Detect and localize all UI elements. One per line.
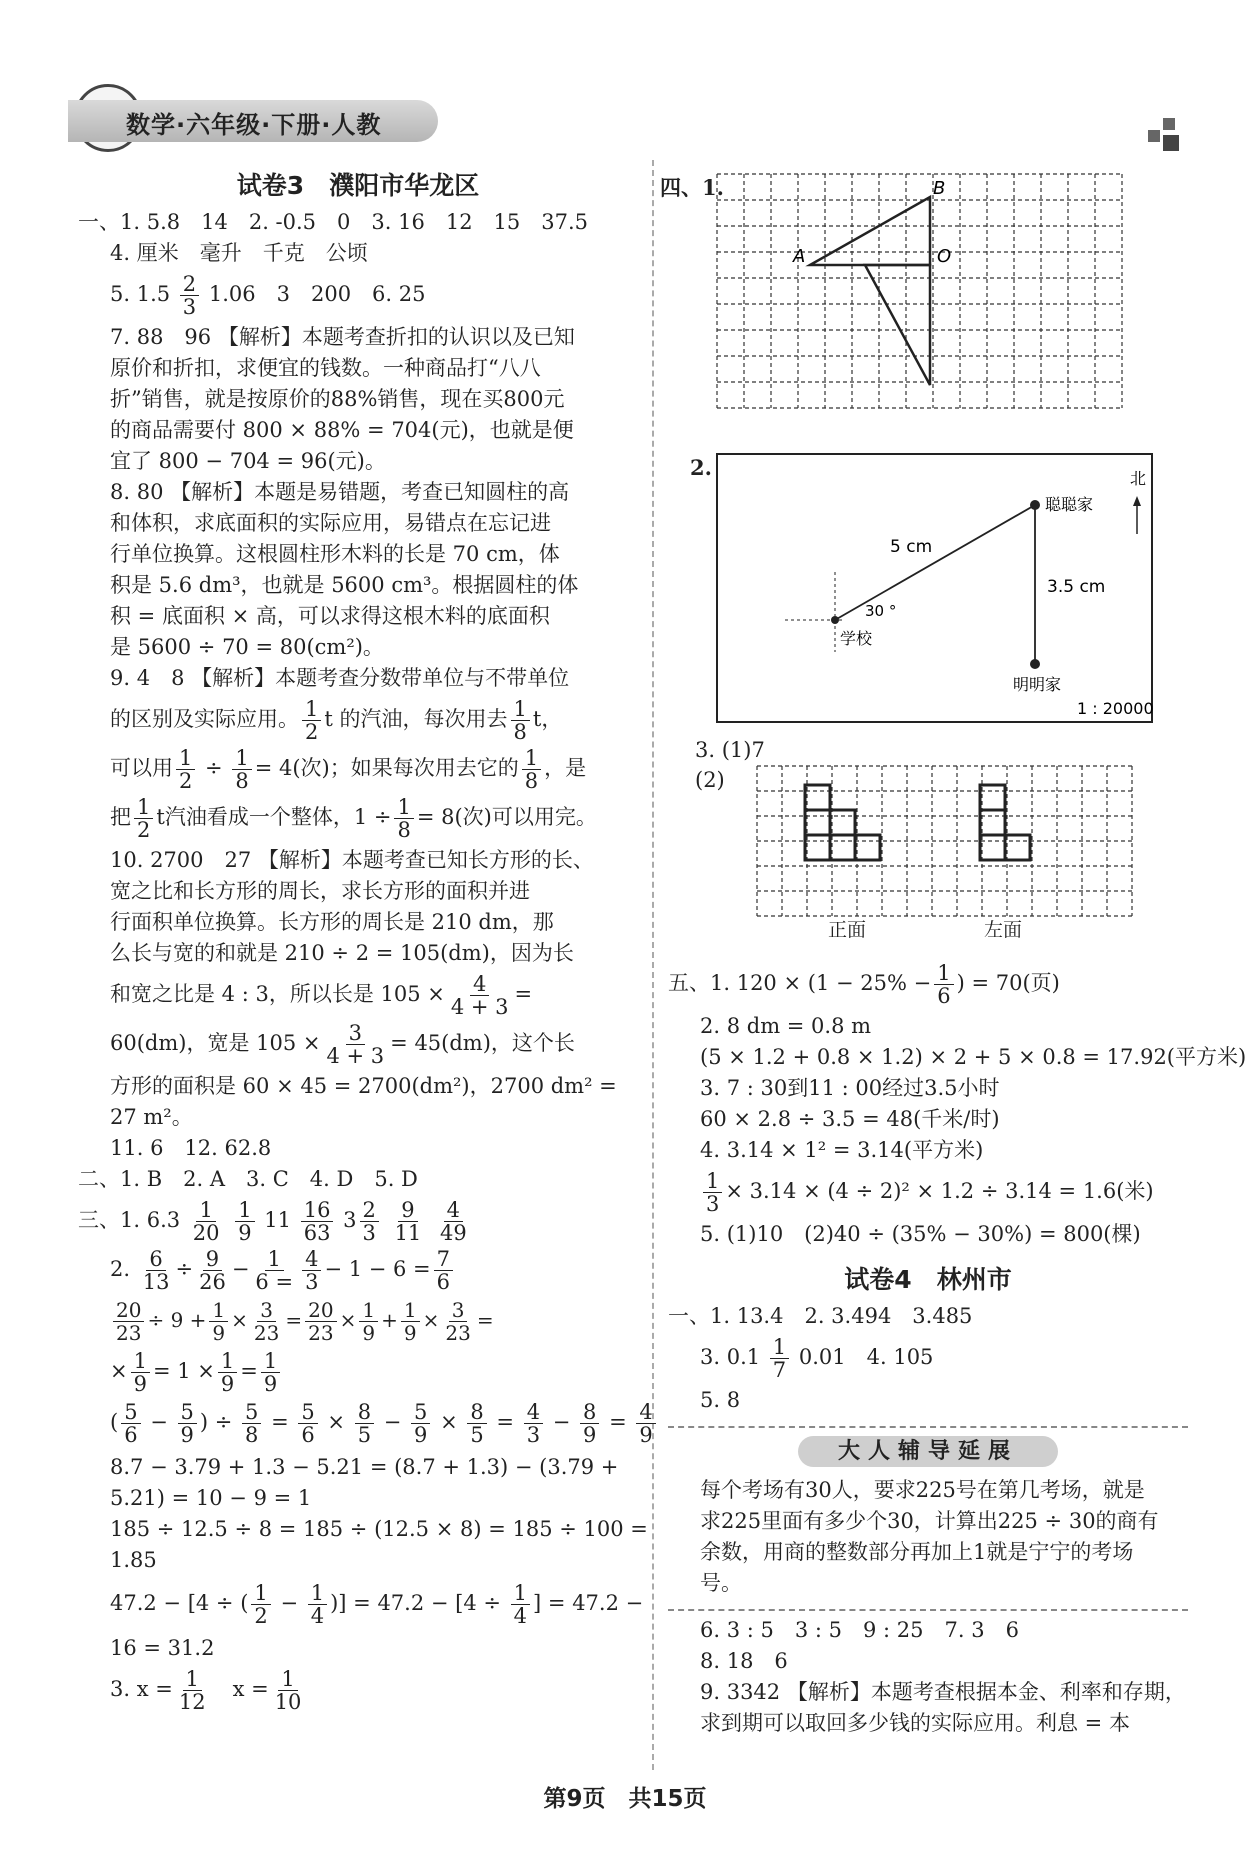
text: ×: [231, 1308, 248, 1332]
text: = 47.2 −: [547, 1591, 644, 1615]
num: 4: [470, 973, 489, 996]
fraction: [176, 747, 195, 792]
den: 5: [357, 1423, 372, 1447]
num: 9: [203, 1248, 222, 1271]
fraction: [636, 1401, 655, 1446]
text: t汽油看成一个整体，1 ÷: [156, 805, 392, 829]
text: 1 − 25% −: [815, 971, 932, 995]
calc-line: [78, 1299, 638, 1344]
answer-9-line: [78, 796, 638, 841]
answer-10-line: 10. 2700 27 【解析】本题考查已知长方形的长、: [110, 848, 594, 872]
cong-dot: [1030, 500, 1040, 510]
fraction: [703, 1170, 722, 1215]
page-footer: 第9页 共15页: [543, 1786, 707, 1812]
num: 5: [178, 1401, 197, 1424]
text: 2.: [110, 1257, 131, 1281]
answer-line: 6. 3 : 5 3 : 5 9 : 25 7. 3 6: [700, 1618, 1019, 1642]
fraction: [251, 1582, 270, 1627]
text: x =: [232, 1677, 269, 1701]
text: ，是: [544, 756, 587, 780]
text: − 1 − 6 =: [324, 1257, 431, 1281]
num: 2: [180, 273, 199, 296]
num: 1: [209, 1299, 228, 1322]
den: 9: [238, 1221, 252, 1245]
den: 9: [362, 1321, 376, 1345]
scale-label: 1 : 20000: [1077, 699, 1154, 718]
text: = 70(页): [971, 971, 1060, 995]
text: ÷ 9 +: [147, 1308, 207, 1332]
answer-line: [668, 1336, 1188, 1381]
fraction: [302, 698, 321, 743]
word-problem-4: [668, 1170, 1188, 1215]
den: 49: [439, 1221, 467, 1245]
header-title: 数学·六年级·下册·人教: [126, 111, 382, 139]
den: 8: [524, 769, 539, 793]
calc-line: 8.7 − 3.79 + 1.3 − 5.21 = (8.7 + 1.3) − (3.79 +: [110, 1455, 619, 1479]
school-label: 学校: [840, 629, 873, 648]
num: 8: [467, 1401, 486, 1424]
fraction: [934, 962, 953, 1007]
column-divider: [652, 160, 654, 1770]
num: 1: [261, 1350, 280, 1373]
text: = 4(次)；如果每次用去它的: [254, 756, 519, 780]
fraction: [522, 747, 541, 792]
num: 5: [121, 1401, 140, 1424]
den: 6 =: [255, 1270, 294, 1294]
text: +: [381, 1308, 398, 1332]
num: 16: [301, 1199, 334, 1222]
den: 8: [397, 818, 411, 842]
num: 8: [580, 1401, 599, 1424]
text: = 8(次)可以用完。: [416, 805, 597, 829]
word-problem-3: 60 × 2.8 ÷ 3.5 = 48(千米/时): [700, 1107, 1000, 1131]
fraction: [251, 1299, 282, 1344]
text: × 3.14 × (4 ÷ 2)² × 1.2 ÷ 3.14 = 1.6(米): [725, 1179, 1154, 1203]
num: 3: [449, 1299, 468, 1322]
extension-box: [668, 1426, 1188, 1611]
den: 2: [179, 769, 193, 793]
den: 6: [436, 1270, 451, 1294]
den: 2: [137, 818, 151, 842]
den: 26: [199, 1270, 226, 1294]
num: 20: [113, 1299, 144, 1322]
fraction: [308, 1582, 327, 1627]
num: 5: [411, 1401, 430, 1424]
num: 1: [232, 747, 251, 770]
den: 2: [305, 720, 319, 744]
corner-square: [1148, 130, 1160, 142]
fraction: [140, 1248, 173, 1293]
label-b: B: [933, 178, 946, 199]
text: 可以用: [110, 756, 173, 780]
fraction: [305, 1299, 336, 1344]
corner-square: [1163, 135, 1179, 151]
answer-8-line: 积 = 底面积 × 高，可以求得这根木料的底面积: [110, 604, 550, 628]
fraction: [392, 1199, 425, 1244]
fraction: [448, 973, 512, 1018]
den: 8: [513, 720, 527, 744]
answer-10-line: 么长与宽的和就是 210 ÷ 2 = 105(dm)，因为长: [110, 941, 574, 965]
text: 60(dm)，宽是 105 ×: [110, 1031, 321, 1055]
calc-line: [78, 1350, 638, 1395]
label-o: O: [937, 246, 952, 267]
den: 6: [937, 984, 951, 1008]
num: 1: [934, 962, 953, 985]
header-bar: [68, 100, 438, 142]
left-column: [78, 160, 653, 1717]
num: 3: [346, 1022, 365, 1045]
q4-2-label: 2.: [690, 455, 712, 480]
den: 3: [526, 1423, 541, 1447]
den: 3: [706, 1192, 720, 1216]
fraction: [301, 1199, 334, 1244]
num: 1: [218, 1350, 237, 1373]
label-a: A: [793, 246, 806, 267]
text: 三、1. 6.3: [78, 1208, 181, 1232]
den: 23: [116, 1321, 142, 1345]
fraction: [190, 1199, 223, 1244]
answer-line: 一、1. 5.8 14 2. -0.5 0 3. 16 12 15 37.5: [78, 210, 589, 234]
num: 1: [278, 1668, 297, 1691]
text: t，: [532, 707, 563, 731]
den: 23: [445, 1321, 471, 1345]
den: 10: [274, 1690, 302, 1714]
den: 12: [178, 1690, 206, 1714]
num: 9: [398, 1199, 417, 1222]
section-3-line: [78, 1199, 638, 1244]
left-view: [980, 785, 1030, 860]
calc-line: [78, 1248, 638, 1293]
calc-line: 185 ÷ 12.5 ÷ 8 = 185 ÷ (12.5 × 8) = 185 ÷ 100 =: [110, 1517, 648, 1541]
num: 1: [308, 1582, 327, 1605]
den: 3: [362, 1221, 376, 1245]
fraction: [242, 1401, 261, 1446]
extension-line: 求225里面有多少个30，计算出225 ÷ 30的商有: [700, 1509, 1159, 1533]
text: 3. 0.1: [700, 1345, 761, 1369]
fraction: [176, 1668, 209, 1713]
num: 1: [176, 747, 195, 770]
den: 23: [253, 1321, 280, 1345]
q4-1-label: 四、1.: [660, 175, 724, 200]
fraction: [261, 1350, 280, 1395]
answer-8-line: 8. 80 【解析】本题是易错题，考查已知圆柱的高: [110, 480, 570, 504]
den: 5: [470, 1423, 484, 1447]
answer-line: 8. 18 6: [700, 1649, 788, 1673]
den: 9: [180, 1423, 194, 1447]
num: 2: [360, 1199, 379, 1222]
num: 4: [636, 1401, 655, 1424]
fraction: [272, 1668, 305, 1713]
num: 1: [251, 1582, 270, 1605]
fraction: [113, 1299, 144, 1344]
text: t 的汽油，每次用去: [324, 707, 508, 731]
word-problem-5: 5. (1)10 (2)40 ÷ (35% − 30%) = 800(棵): [700, 1222, 1141, 1246]
fraction: [770, 1336, 789, 1381]
num: 1: [359, 1299, 378, 1322]
den: 8: [245, 1423, 259, 1447]
paper3-title: 试卷3 濮阳市华龙区: [236, 171, 480, 200]
text: 和宽之比是 4 : 3，所以长是 105 ×: [110, 982, 445, 1006]
num: 6: [146, 1248, 165, 1271]
den: 23: [308, 1321, 334, 1345]
answer-line: 5. 8: [700, 1388, 741, 1412]
text: ÷: [175, 1257, 194, 1281]
fraction: [196, 1248, 229, 1293]
text: =: [476, 1308, 494, 1332]
text: =: [240, 1359, 258, 1383]
fraction: [511, 1582, 530, 1627]
fraction: [235, 1199, 254, 1244]
paper4-title: 试卷4 林州市: [844, 1265, 1012, 1294]
num: 1: [183, 1668, 202, 1691]
fraction: [442, 1299, 473, 1344]
text: 3: [343, 1208, 357, 1232]
den: 20: [192, 1221, 220, 1245]
angle-label: 30 °: [865, 602, 897, 620]
answer-9-line: 可以用 $\frac{1}{2}$ ÷ $\frac{1}{8}$ = 4(次)；如果每次用去它的 $\frac{1}{8}$ ，是: [110, 746, 587, 793]
fraction: [580, 1401, 599, 1446]
den: 4: [513, 1604, 528, 1628]
answer-8-line: 行单位换算。这根圆柱形木料的长是 70 cm，体: [110, 542, 560, 566]
num: 1: [770, 1336, 789, 1359]
den: 2: [254, 1604, 268, 1628]
den: 6: [124, 1423, 138, 1447]
ming-dot: [1030, 659, 1040, 669]
answer-7-line: 7. 88 96 【解析】本题考查折扣的认识以及已知: [110, 325, 575, 349]
den: 9: [639, 1423, 653, 1447]
triangle-grid: [715, 170, 1145, 420]
fraction: [437, 1199, 470, 1244]
answer-10-line: [78, 973, 638, 1018]
ming-label: 明明家: [1013, 675, 1062, 694]
answer-7-line: 折”销售，就是按原价的88%销售，现在买800元: [110, 387, 565, 411]
fraction: [359, 1299, 378, 1344]
text: ×: [422, 1308, 440, 1332]
answer-9-line: 9. 4 8 【解析】本题考查分数带单位与不带单位: [110, 666, 570, 690]
num: 1: [196, 1199, 215, 1222]
den: 6: [301, 1423, 315, 1447]
extension-title: 大人辅导延展: [798, 1436, 1058, 1467]
den: 3: [305, 1270, 319, 1294]
den: 13: [142, 1270, 170, 1294]
answer-9-line: [78, 698, 638, 743]
fraction: [134, 796, 153, 841]
num: 5: [298, 1401, 317, 1424]
front-view: [805, 785, 880, 860]
fraction: [467, 1401, 486, 1446]
extension-line: 号。: [700, 1571, 742, 1595]
den: 7: [772, 1358, 787, 1382]
num: 1: [511, 698, 530, 721]
triangle-abo: [810, 197, 930, 265]
text: =: [514, 982, 533, 1006]
text: 3. x =: [110, 1677, 173, 1701]
den: 9: [220, 1372, 235, 1396]
num: 4: [524, 1401, 543, 1424]
fraction: [401, 1299, 420, 1344]
num: 4: [444, 1199, 463, 1222]
fraction: [411, 1401, 430, 1446]
answer-10-line: 方形的面积是 60 × 45 = 2700(dm²)，2700 dm² =: [110, 1074, 617, 1098]
num: 1: [511, 1582, 530, 1605]
num: 1: [394, 796, 413, 819]
word-problem-2: 2. 8 dm = 0.8 m: [700, 1014, 872, 1038]
fraction: [178, 1401, 197, 1446]
answer-7-line: 宜了 800 − 704 = 96(元)。: [110, 449, 386, 473]
text: 五、1. 120 ×: [668, 971, 802, 995]
word-problem-3: 3. 7 : 30到11 : 00经过3.5小时: [700, 1076, 1000, 1100]
fraction: [252, 1248, 296, 1293]
calc-line: 1.85: [110, 1548, 157, 1572]
section-2-line: 二、1. B 2. A 3. C 4. D 5. D: [78, 1167, 418, 1191]
school-dot: [831, 616, 839, 624]
text: ×: [339, 1308, 357, 1332]
word-problem-2: (5 × 1.2 + 0.8 × 1.2) × 2 + 5 × 0.8 = 17.92(平方米): [700, 1045, 1247, 1069]
text: = 47.2 −: [353, 1591, 449, 1615]
distance-3-5cm: 3.5 cm: [1047, 577, 1106, 597]
answer-line: 9. 3342 【解析】本题考查根据本金、利率和存期，: [700, 1680, 1186, 1704]
extension-line: 每个考场有30人，要求225号在第几考场，就是: [700, 1478, 1145, 1502]
answer-line: 4. 厘米 毫升 千克 公顷: [110, 241, 368, 265]
num: 1: [401, 1299, 420, 1322]
answer-line: 一、1. 13.4 2. 3.494 3.485: [668, 1304, 973, 1328]
den: 4 + 3: [450, 995, 509, 1019]
answer-7-line: 原价和折扣，求便宜的钱数。一种商品打“八八: [110, 356, 541, 380]
num: 8: [355, 1401, 374, 1424]
triangle-rotated: [865, 265, 930, 385]
den: 4: [310, 1604, 325, 1628]
answer-line: 求到期可以取回多少钱的实际应用。利息 = 本: [700, 1711, 1130, 1735]
fraction: [180, 273, 199, 318]
views-grid: [755, 763, 1135, 943]
fraction: [302, 1248, 321, 1293]
text: = 1 ×: [152, 1359, 215, 1383]
text: 的区别及实际应用。: [110, 707, 299, 731]
num: 1: [265, 1248, 284, 1271]
north-label: 北: [1130, 469, 1147, 488]
front-label: 正面: [828, 919, 867, 941]
answer-10-line: 27 m²。: [110, 1105, 193, 1129]
fraction: [524, 1401, 543, 1446]
num: 3: [257, 1299, 276, 1322]
calc-line: 5.21) = 10 − 9 = 1: [110, 1486, 312, 1510]
den: 9: [133, 1372, 147, 1396]
calc-line: ( $\frac{5}{6}$ − $\frac{5}{9}$ ) ÷ $\frac{5}{8}$ = $\frac{5}{6}$ × $\frac{8}{5}$ − $\frac{5}{9}$ × $\frac{8}{5}$ = $\frac{4}{3}$ − $\frac{8}{9}$ = $\frac{4}{9}$: [78, 1401, 638, 1446]
answer-8-line: 是 5600 ÷ 70 = 80(cm²)。: [110, 635, 384, 659]
extension-line: 余数，用商的整数部分再加上1就是宁宁的考场: [700, 1540, 1134, 1564]
fraction: [121, 1401, 140, 1446]
fraction: [209, 1299, 228, 1344]
den: 3: [182, 295, 197, 319]
den: 9: [212, 1321, 226, 1345]
fraction: [298, 1401, 317, 1446]
text: ×: [110, 1359, 128, 1383]
num: 1: [134, 796, 153, 819]
fraction: [511, 698, 530, 743]
den: 9: [414, 1423, 428, 1447]
left-label: 左面: [984, 919, 1023, 941]
den: 9: [403, 1321, 417, 1345]
word-problem-1: 五、1. 120 × (1 − 25% − $\frac{1}{6}$ ) = 70(页): [668, 961, 1060, 1008]
fraction: [355, 1401, 374, 1446]
fraction: [324, 1022, 388, 1067]
den: 63: [303, 1221, 331, 1245]
text: 把: [110, 805, 131, 829]
map-diagram: [715, 452, 1155, 727]
answer-8-line: 积是 5.6 dm³，也就是 5600 cm³。根据圆柱的体: [110, 573, 579, 597]
num: 1: [131, 1350, 150, 1373]
word-problem-4: 4. 3.14 × 1² = 3.14(平方米): [700, 1138, 984, 1162]
num: 1: [235, 1199, 254, 1222]
calc-line: 47.2 − [4 ÷ ( $\frac{1}{2}$ − $\frac{1}{4}$ )] = 47.2 − [4 ÷ $\frac{1}{4}$ ] = 47.2 −: [110, 1581, 644, 1628]
fraction: [232, 747, 251, 792]
den: 9: [263, 1372, 278, 1396]
num: 20: [305, 1299, 336, 1322]
q3-2: (2): [695, 768, 725, 792]
answer-10-line: 行面积单位换算。长方形的周长是 210 dm，那: [110, 910, 554, 934]
num: 1: [302, 698, 321, 721]
fraction: [360, 1199, 379, 1244]
fraction: [218, 1350, 237, 1395]
calc-line: [78, 1668, 638, 1713]
den: 9: [583, 1423, 597, 1447]
answer-7-line: 的商品需要付 800 × 88% = 704(元)，也就是便: [110, 418, 574, 442]
num: 1: [703, 1170, 722, 1193]
north-arrow-head: [1133, 496, 1141, 506]
text: 1.06 3 200 6. 25: [208, 282, 426, 306]
text: =: [285, 1308, 303, 1332]
num: 4: [302, 1248, 321, 1271]
fraction: [131, 1350, 150, 1395]
q3-1: 3. (1)7: [695, 738, 765, 762]
corner-square: [1163, 118, 1175, 130]
cong-label: 聪聪家: [1045, 495, 1094, 514]
den: 8: [235, 769, 249, 793]
fraction: [434, 1248, 453, 1293]
text: 5. 1.5: [110, 282, 171, 306]
text: −: [231, 1257, 250, 1281]
distance-5cm: 5 cm: [890, 537, 933, 557]
text: = 45(dm)，这个长: [390, 1031, 575, 1055]
den: 4 + 3: [326, 1044, 385, 1068]
answer-8-line: 和体积，求底面积的实际应用，易错点在忘记进: [110, 511, 551, 535]
num: 5: [242, 1401, 261, 1424]
right-column: [668, 958, 1247, 1739]
num: 7: [434, 1248, 453, 1271]
text: 47.2 −: [110, 1591, 182, 1615]
answer-line: 11. 6 12. 62.8: [110, 1136, 272, 1160]
answer-10-line: 宽之比和长方形的周长，求长方形的面积并进: [110, 879, 530, 903]
answer-line: [78, 273, 638, 318]
num: 1: [522, 747, 541, 770]
fraction: [394, 796, 413, 841]
answer-10-line: [78, 1022, 638, 1067]
den: 11: [394, 1221, 422, 1245]
calc-line: 16 = 31.2: [110, 1636, 215, 1660]
text: 11: [264, 1208, 292, 1232]
text: 0.01 4. 105: [798, 1345, 934, 1369]
